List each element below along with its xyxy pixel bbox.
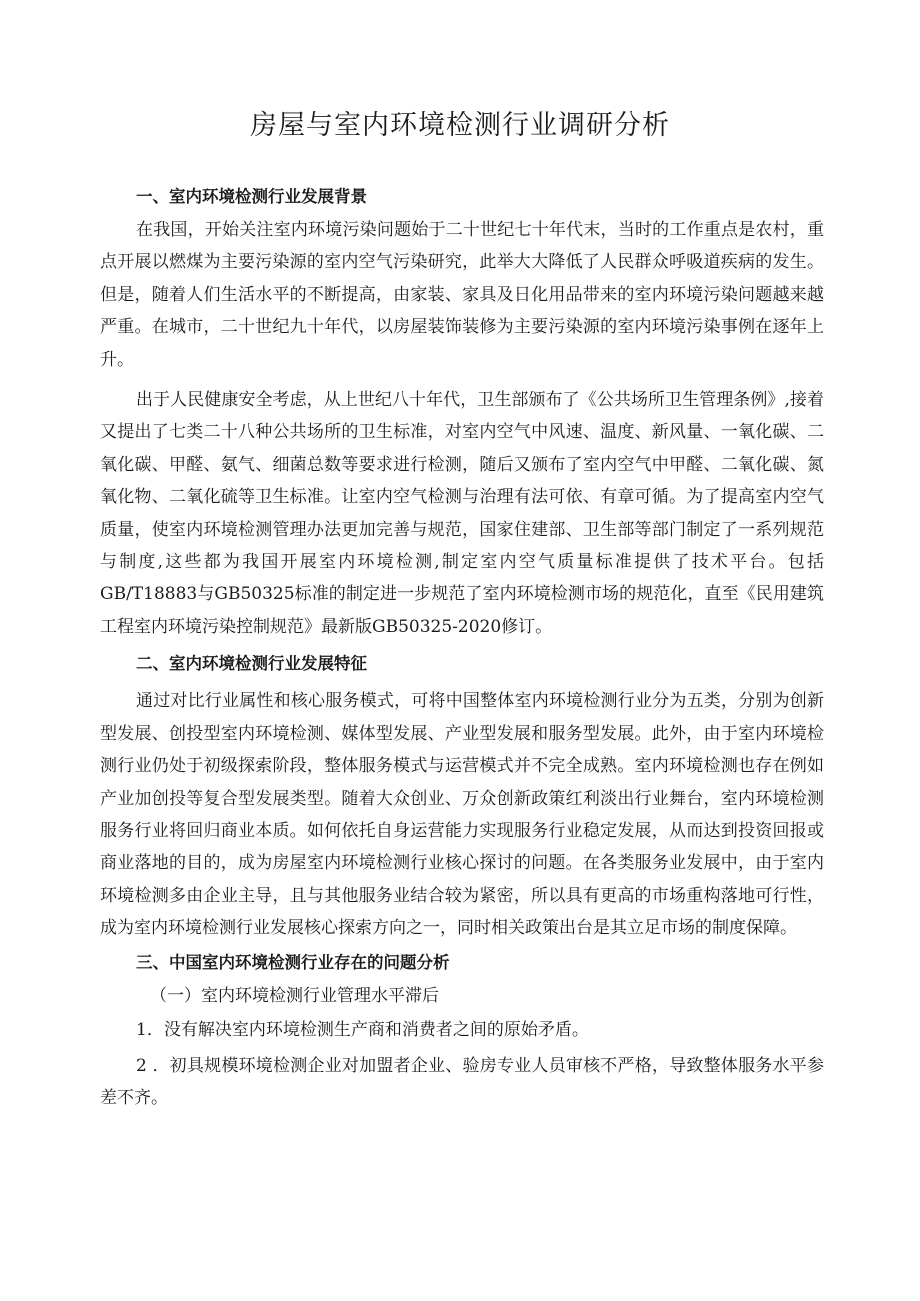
section-3-item-2: 2 ．初具规模环境检测企业对加盟者企业、验房专业人员审核不严格，导致整体服务水平参差不齐。: [100, 1055, 824, 1109]
section-heading-3: 三、中国室内环境检测行业存在的问题分析: [136, 952, 450, 972]
document-body: [100, 182, 824, 1115]
section-heading-1: 一、室内环境检测行业发展背景: [136, 187, 367, 206]
section-3-item-1: 1．没有解决室内环境检测生产商和消费者之间的原始矛盾。: [136, 1019, 589, 1040]
section-2-paragraph-1: 通过对比行业属性和核心服务模式，可将中国整体室内环境检测行业分为五类，分别为创新型发展、创投型室内环境检测、媒体型发展、产业型发展和服务型发展。此外，由于室内环境检测行业仍处于初级探索阶段，整体服务模式与运营模式并不完全成熟。室内环境检测也存在例如产业加创投等复合型发展类型。随着大众创业、万众创新政策红利淡出行业舞台，室内环境检测服务行业将回归商业本质。如何依托自身运营能力实现服务行业稳定发展，从而达到投资回报或商业落地的目的，成为房屋室内环境检测行业核心探讨的问题。在各类服务业发展中，由于室内环境检测多由企业主导，且与其他服务业结合较为紧密，所以具有更高的市场重构落地可行性，成为室内环境检测行业发展核心探索方向之一，同时相关政策出台是其立足市场的制度保障。: [100, 691, 824, 939]
document-title: 房屋与室内环境检测行业调研分析: [250, 110, 670, 141]
section-1-paragraph-2: 出于人民健康安全考虑，从上世纪八十年代，卫生部颁布了《公共场所卫生管理条例》,接着又提出了七类二十八种公共场所的卫生标准，对室内空气中风速、温度、新风量、一氧化碳、二氧化碳、甲醛、氨气、细菌总数等要求进行检测，随后又颁布了室内空气中甲醛、二氧化碳、氮氧化物、二氧化硫等卫生标准。让室内空气检测与治理有法可依、有章可循。为了提高室内空气质量，使室内环境检测管理办法更加完善与规范，国家住建部、卫生部等部门制定了一系列规范与制度,这些都为我国开展室内环境检测,制定室内空气质量标准提供了技术平台。包括GB/T18883与GB50325标准的制定进一步规范了室内环境检测市场的规范化，直至《民用建筑工程室内环境污染控制规范》最新版GB50325-2020修订。: [100, 390, 824, 637]
section-1-paragraph-1: 在我国，开始关注室内环境污染问题始于二十世纪七十年代末，当时的工作重点是农村，重点开展以燃煤为主要污染源的室内空气污染研究，此举大大降低了人民群众呼吸道疾病的发生。但是，随着人们生活水平的不断提高，由家装、家具及日化用品带来的室内环境污染问题越来越严重。在城市，二十世纪九十年代，以房屋装饰装修为主要污染源的室内环境污染事例在逐年上升。: [100, 220, 824, 370]
section-3-subheading: （一）室内环境检测行业管理水平滞后: [150, 985, 439, 1006]
section-heading-2: 二、室内环境检测行业发展特征: [136, 654, 367, 674]
